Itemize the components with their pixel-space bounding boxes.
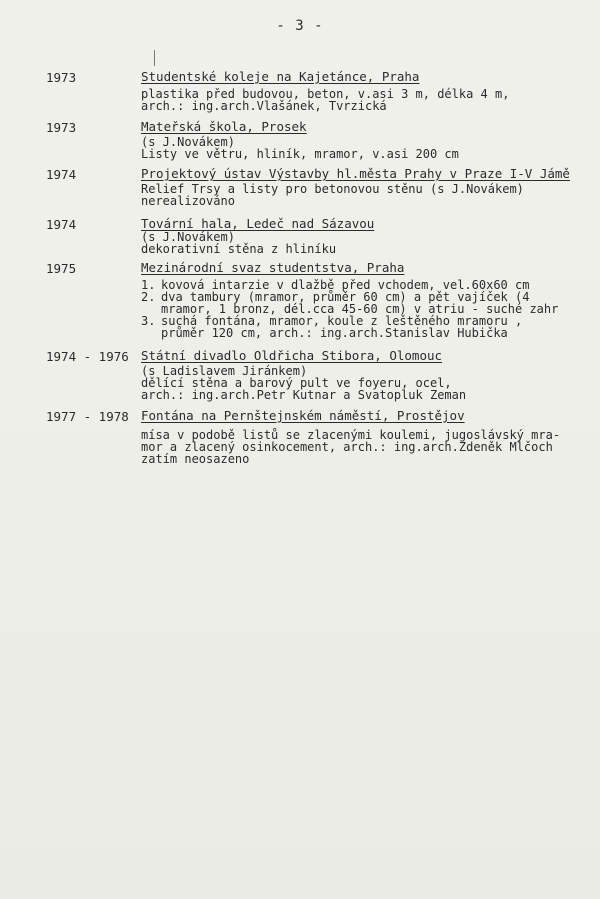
entry-title: Fontána na Pernštejnském náměstí, Prostějov — [141, 408, 465, 423]
entry-block — [141, 349, 600, 401]
item-text: dva tambury (mramor, průměr 60 cm) a pět vajíček (4 — [161, 290, 530, 304]
page-number: - 3 - — [276, 18, 324, 34]
entry-block — [141, 70, 600, 112]
item-text: mramor, 1 bronz, dél.cca 45-60 cm) v atriu - suché zahr — [161, 302, 559, 316]
entry-line: dekorativní stěna z hliníku — [141, 242, 337, 256]
entry-line: (s J.Novákem) — [141, 135, 235, 149]
item-number: 2. — [141, 290, 156, 304]
entry-year: 1974 — [46, 217, 77, 232]
entry-line: Listy ve větru, hliník, mramor, v.asi 200 cm — [141, 147, 459, 161]
entry-line: zatím neosazeno — [141, 452, 250, 466]
entry-line: nerealizováno — [141, 194, 235, 208]
item-number: 3. — [141, 314, 156, 328]
entry-block — [141, 261, 600, 339]
item-number: 1. — [141, 278, 156, 292]
entry-year: 1974 - 1976 — [46, 349, 129, 364]
entry-year: 1973 — [46, 120, 77, 135]
entry-line: arch.: ing.arch.Petr Kutnar a Svatopluk Zeman — [141, 388, 467, 402]
entry-title: Projektový ústav Výstavby hl.města Prahy v Praze I-V Jámě — [141, 166, 570, 181]
entry-title: Státní divadlo Oldřicha Stibora, Olomouc — [141, 348, 443, 363]
entry-year: 1975 — [46, 261, 77, 276]
entry-title: Tovární hala, Ledeč nad Sázavou — [141, 216, 375, 231]
entry-title: Studentské koleje na Kajetánce, Praha — [141, 69, 420, 84]
entry-line: plastika před budovou, beton, v.asi 3 m, délka 4 m, — [141, 87, 510, 101]
pen-mark — [154, 50, 155, 66]
entry-block — [141, 217, 600, 255]
entry-line: Relief Trsy a listy pro betonovou stěnu (s J.Novákem) — [141, 182, 524, 196]
entry-line: (s Ladislavem Jiránkem) — [141, 364, 308, 378]
entry-line: arch.: ing.arch.Vlašánek, Tvrzická — [141, 99, 387, 113]
item-text: průměr 120 cm, arch.: ing.arch.Stanislav Hubička — [161, 326, 508, 340]
entry-line: dělící stěna a barový pult ve foyeru, ocel, — [141, 376, 452, 390]
item-text: kovová intarzie v dlažbě před vchodem, vel.60x60 cm — [161, 278, 530, 292]
entry-line: (s J.Novákem) — [141, 230, 235, 244]
entry-title: Mezinárodní svaz studentstva, Praha — [141, 260, 405, 275]
entry-year: 1977 - 1978 — [46, 409, 129, 424]
entry-block — [141, 120, 600, 160]
entry-block — [141, 167, 600, 207]
item-text: suchá fontána, mramor, koule z leštěného mramoru , — [161, 314, 523, 328]
entry-year: 1973 — [46, 70, 77, 85]
entry-title: Mateřská škola, Prosek — [141, 119, 307, 134]
entry-year: 1974 — [46, 167, 77, 182]
entry-line: mísa v podobě listů se zlacenými koulemi, jugoslávský mra- — [141, 428, 561, 442]
entry-block — [141, 409, 600, 465]
entry-line: mor a zlacený osinkocement, arch.: ing.arch.Zdeněk Mlčoch — [141, 440, 553, 454]
